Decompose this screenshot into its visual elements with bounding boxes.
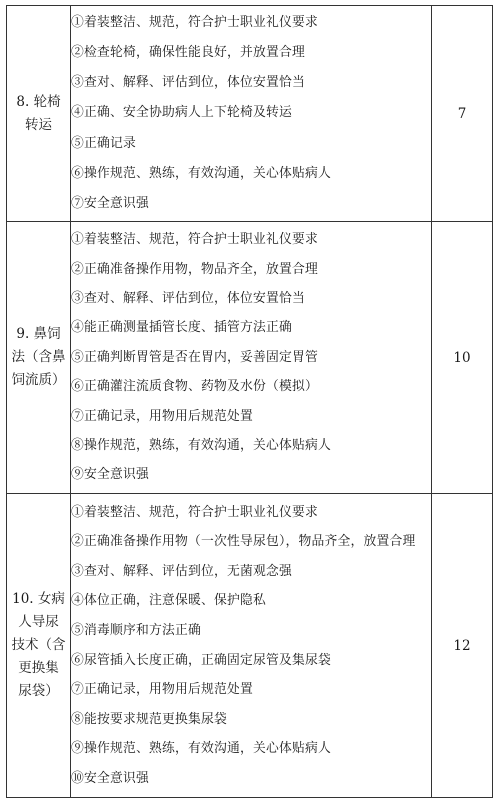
- criteria-item: ②检查轮椅，确保性能良好，并放置合理: [71, 45, 305, 61]
- criteria-item: ⑥正确灌注流质食物、药物及水份（模拟）: [71, 379, 318, 395]
- procedure-name-line: 法（含鼻: [11, 349, 66, 365]
- criteria-item: ⑤正确判断胃管是否在胃内，妥善固定胃管: [71, 349, 318, 365]
- criteria-cell: [71, 494, 432, 798]
- procedure-name-cell: [7, 6, 71, 222]
- procedure-name-line: 9. 鼻饲: [16, 326, 61, 342]
- procedure-name-line: 技术（含: [11, 637, 66, 653]
- procedure-name-line: 人导尿: [18, 614, 59, 630]
- procedure-name-cell: [7, 494, 71, 798]
- criteria-item: ⑩安全意识强: [71, 770, 149, 786]
- criteria-item: ④体位正确，注意保暖、保护隐私: [71, 593, 266, 609]
- criteria-item: ⑨操作规范、熟练，有效沟通，关心体贴病人: [71, 741, 331, 757]
- criteria-item: ⑤消毒顺序和方法正确: [71, 622, 201, 638]
- table-row: [7, 6, 493, 222]
- criteria-item: ⑥尿管插入长度正确，正确固定尿管及集尿袋: [71, 652, 331, 668]
- criteria-item: ⑦正确记录，用物用后规范处置: [71, 682, 253, 698]
- criteria-item: ④能正确测量插管长度、插管方法正确: [71, 320, 292, 336]
- criteria-item: ③查对、解释、评估到位，体位安置恰当: [71, 291, 305, 307]
- criteria-item: ②正确准备操作用物，物品齐全，放置合理: [71, 261, 318, 277]
- criteria-item: ⑨安全意识强: [71, 467, 149, 483]
- table-row: [7, 494, 493, 798]
- procedure-name-line: 8. 轮椅: [16, 93, 61, 110]
- criteria-item: ①着装整洁、规范，符合护士职业礼仪要求: [71, 504, 318, 520]
- criteria-item: ⑤正确记录: [71, 135, 136, 151]
- criteria-item: ④正确、安全协助病人上下轮椅及转运: [71, 105, 292, 121]
- criteria-item: ⑥操作规范、熟练，有效沟通，关心体贴病人: [71, 165, 331, 181]
- criteria-item: ⑧能按要求规范更换集尿袋: [71, 711, 227, 727]
- scoring-table: [6, 5, 493, 798]
- score-cell: 12: [432, 494, 493, 798]
- criteria-cell: [71, 6, 432, 222]
- criteria-item: ⑦正确记录，用物用后规范处置: [71, 408, 253, 424]
- criteria-item: ③查对、解释、评估到位，体位安置恰当: [71, 75, 305, 91]
- procedure-name-line: 更换集: [18, 660, 59, 676]
- procedure-name-line: 10. 女病: [12, 591, 65, 607]
- criteria-item: ①着装整洁、规范，符合护士职业礼仪要求: [71, 14, 318, 30]
- criteria-item: ③查对、解释、评估到位，无菌观念强: [71, 563, 292, 579]
- table-row: [7, 222, 493, 494]
- score-cell: 7: [432, 6, 493, 222]
- score-cell: 10: [432, 222, 493, 494]
- procedure-name-line: 饲流质）: [11, 372, 66, 388]
- criteria-item: ⑧操作规范，熟练，有效沟通，关心体贴病人: [71, 437, 331, 453]
- procedure-name-line: 转运: [25, 116, 52, 133]
- criteria-item: ⑦安全意识强: [71, 195, 149, 211]
- criteria-item: ②正确准备操作用物（一次性导尿包），物品齐全，放置合理: [71, 534, 416, 550]
- procedure-name-line: 尿袋）: [18, 683, 59, 699]
- criteria-item: ①着装整洁、规范，符合护士职业礼仪要求: [71, 232, 318, 248]
- criteria-cell: [71, 222, 432, 494]
- procedure-name-cell: [7, 222, 71, 494]
